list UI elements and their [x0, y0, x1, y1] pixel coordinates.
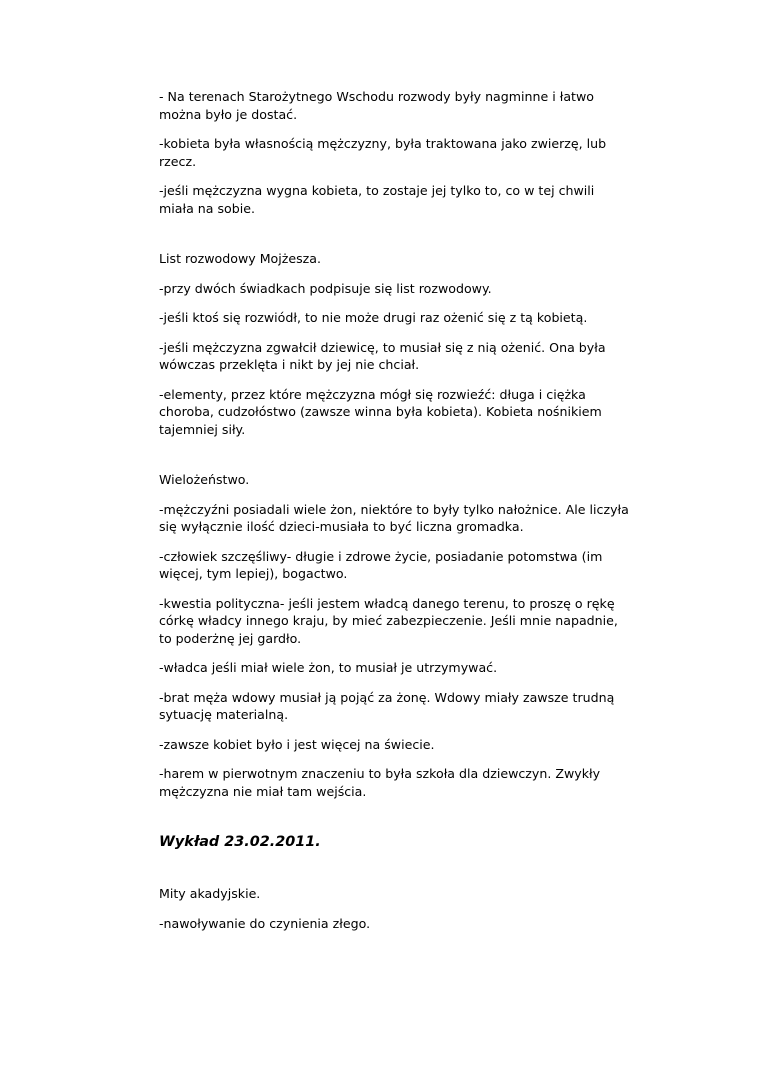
paragraph: -władca jeśli miał wiele żon, to musiał je utrzymywać.	[159, 660, 498, 675]
paragraph: -harem w pierwotnym znaczeniu to była szkoła dla dziewczyn. Zwykły mężczyzna nie miał tam wejścia.	[159, 766, 601, 799]
paragraph: -jeśli mężczyzna zgwałcił dziewicę, to musiał się z nią ożenić. Ona była wówczas przeklęta i nikt by jej nie chciał.	[159, 339, 606, 372]
paragraph: -mężczyźni posiadali wiele żon, niektóre to były tylko nałożnice. Ale liczyła się wyłącznie ilość dzieci-musiała to być liczna gromadka.	[159, 501, 629, 534]
paragraph: -przy dwóch świadkach podpisuje się list rozwodowy.	[159, 280, 492, 296]
paragraph: -kwestia polityczna- jeśli jestem władcą danego terenu, to proszę o rękę córkę władcy innego kraju, by mieć zabezpieczenie. Jeśli mnie napadnie, to poderżnę jej gardło.	[159, 595, 618, 646]
document-content	[159, 88, 629, 932]
paragraph: -człowiek szczęśliwy- długie i zdrowe życie, posiadanie potomstwa (im więcej, tym lepiej), bogactwo.	[159, 548, 603, 581]
paragraph: - Na terenach Starożytnego Wschodu rozwody były nagminne i łatwo można było je dostać.	[159, 89, 594, 122]
section-title: List rozwodowy Mojżesza.	[159, 251, 322, 266]
paragraph: -jeśli ktoś się rozwiódł, to nie może drugi raz ożenić się z tą kobietą.	[159, 310, 588, 325]
lecture-heading: Wykład 23.02.2011.	[159, 834, 321, 850]
paragraph: -kobieta była własnością mężczyzny, była traktowana jako zwierzę, lub rzecz.	[159, 136, 607, 169]
paragraph: -brat męża wdowy musiał ją pojąć za żonę. Wdowy miały zawsze trudną sytuację materialną.	[159, 689, 615, 722]
paragraph: -zawsze kobiet było i jest więcej na świecie.	[159, 736, 435, 752]
paragraph: -nawoływanie do czynienia złego.	[159, 915, 371, 931]
section-title: Mity akadyjskie.	[159, 886, 261, 901]
paragraph: -elementy, przez które mężczyzna mógł się rozwieźć: długa i ciężka choroba, cudzołóstwo (zawsze winna była kobieta). Kobieta nośnikiem tajemniej siły.	[159, 386, 602, 437]
section-title: Wielożeństwo.	[159, 472, 250, 487]
paragraph: -jeśli mężczyzna wygna kobieta, to zostaje jej tylko to, co w tej chwili miała na sobie.	[159, 183, 595, 216]
